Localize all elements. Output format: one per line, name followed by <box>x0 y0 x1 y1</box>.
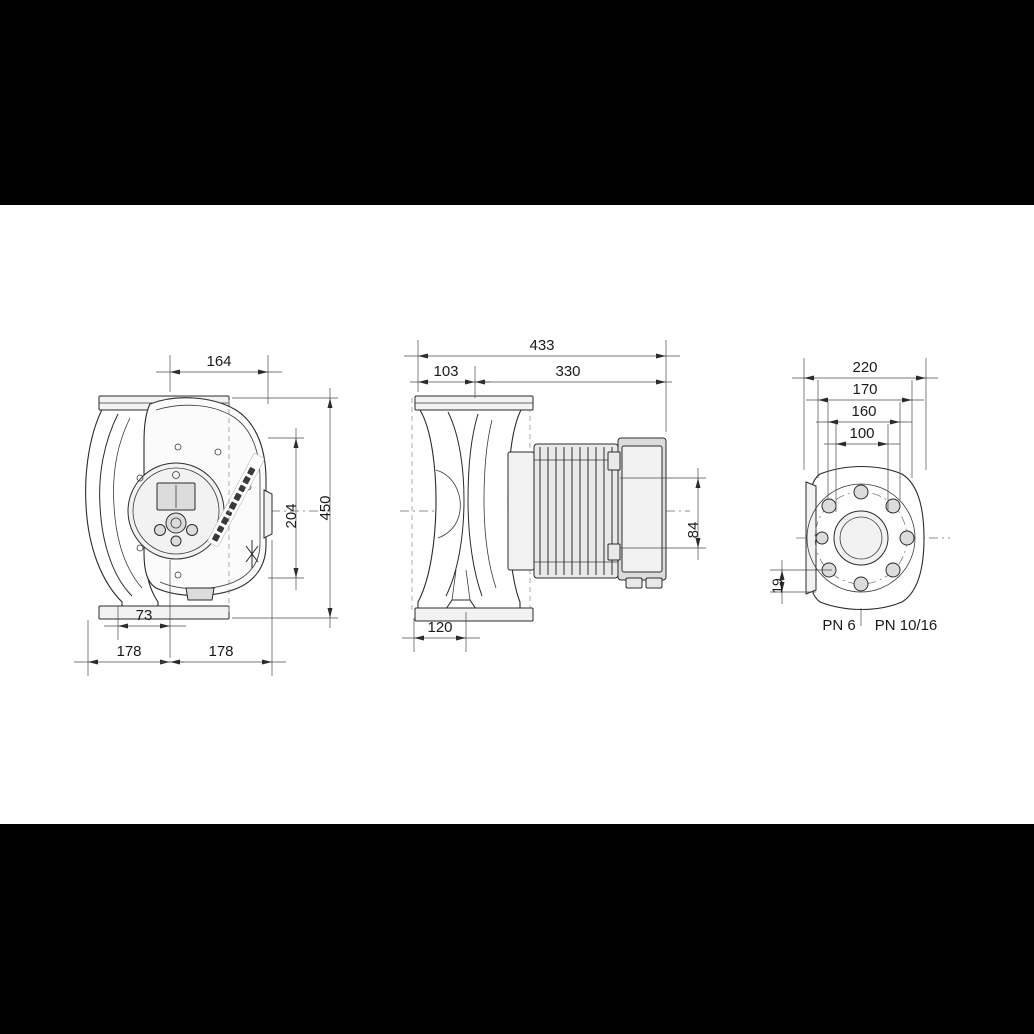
side-connector-top <box>608 452 620 470</box>
front-keypad-button-left <box>155 525 166 536</box>
side-cable-gland-2 <box>646 578 662 588</box>
dimension-450-label: 450 <box>317 495 334 521</box>
front-keypad-button-down <box>171 536 181 546</box>
flange-left-lip <box>806 482 816 594</box>
dimension-178-right-label: 178 <box>208 643 234 660</box>
side-control-box-inner <box>622 446 662 572</box>
flange-bolt-hole-w <box>816 532 828 544</box>
flange-bolt-hole-n <box>854 485 868 499</box>
dimension-204 <box>268 428 304 590</box>
dimension-220-label: 220 <box>852 359 878 376</box>
dimension-433-label: 433 <box>529 337 555 354</box>
front-base-plate <box>99 606 229 619</box>
dimension-103 <box>410 363 490 398</box>
side-view <box>400 337 706 652</box>
side-cable-gland-1 <box>626 578 642 588</box>
dimension-73-label: 73 <box>135 607 153 624</box>
flange-bore <box>834 511 888 565</box>
side-connector-bottom <box>608 544 620 560</box>
label-pn6: PN 6 <box>822 617 856 634</box>
dimension-164-label: 164 <box>206 353 232 370</box>
front-side-lug <box>264 490 272 538</box>
flange-bolt-hole-e <box>900 531 914 545</box>
front-terminal-boss <box>186 588 214 600</box>
dimension-84-label: 84 <box>685 521 702 539</box>
dimension-160-label: 160 <box>851 403 877 420</box>
dimension-204-label: 204 <box>283 503 300 529</box>
dimension-19-label: 19 <box>769 578 785 594</box>
flange-bolt-hole-nw <box>822 499 836 513</box>
dimension-330 <box>468 363 672 385</box>
front-view <box>74 353 338 676</box>
dimension-178-left-label: 178 <box>116 643 142 660</box>
flange-bolt-hole-se <box>886 563 900 577</box>
side-pump-body <box>418 400 522 612</box>
flange-view <box>769 358 950 634</box>
flange-bolt-hole-s <box>854 577 868 591</box>
dimension-120-label: 120 <box>427 619 453 636</box>
front-keypad-center <box>166 513 186 533</box>
side-motor-barrel <box>534 444 618 578</box>
dimension-170-label: 170 <box>852 381 878 398</box>
side-motor-neck <box>508 452 534 570</box>
dimension-100-label: 100 <box>849 425 875 442</box>
dimension-330-label: 330 <box>555 363 581 380</box>
dimension-178-left <box>74 620 184 676</box>
label-pn10-16: PN 10/16 <box>874 617 938 634</box>
front-keypad-button-right <box>187 525 198 536</box>
dimension-103-label: 103 <box>433 363 459 380</box>
